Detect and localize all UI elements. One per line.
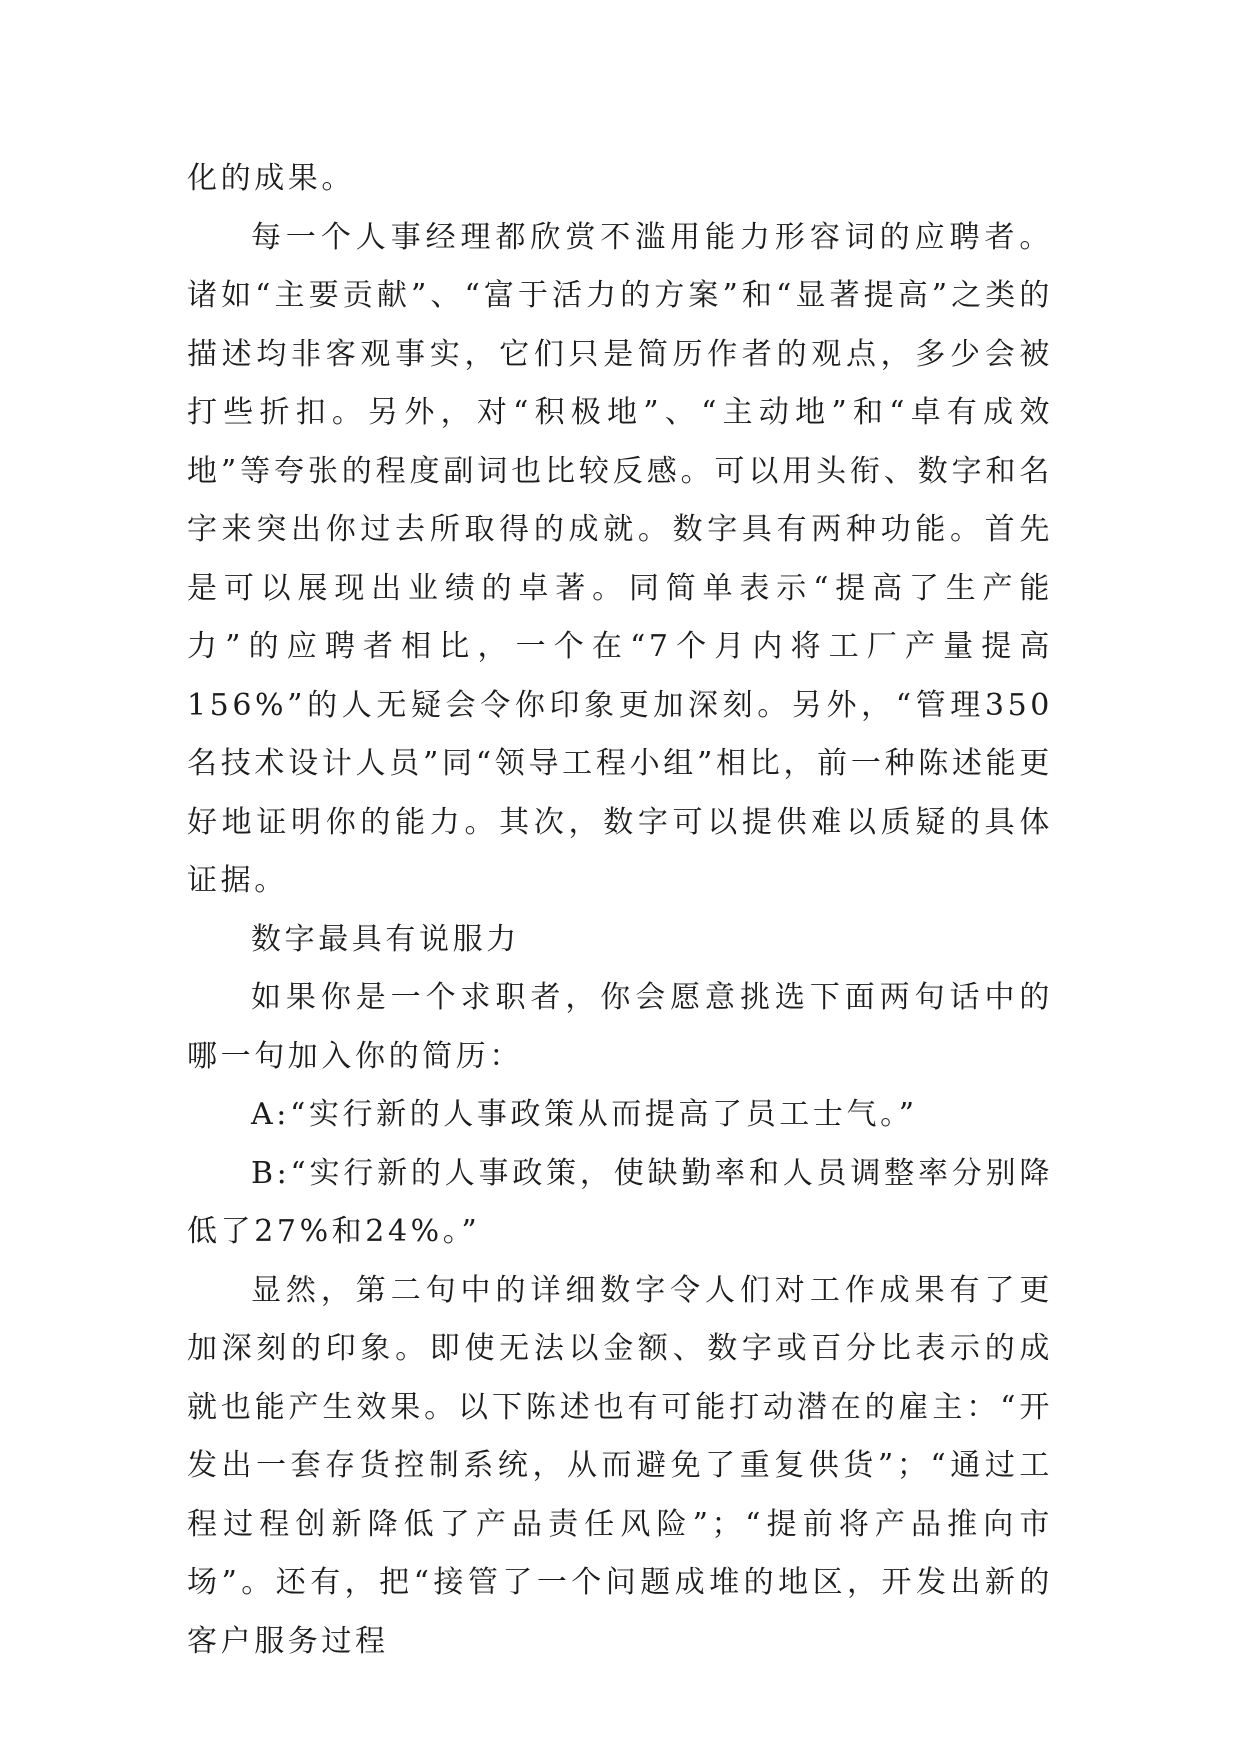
document-body bbox=[187, 150, 1053, 1671]
paragraph-resume-advice: 每一个人事经理都欣赏不滥用能力形容词的应聘者。诸如“主要贡献”、“富于活力的方案”和“显著提高”之类的描述均非客观事实，它们只是简历作者的观点，多少会被打些折扣。另外，对“积极地”、“主动地”和“卓有成效地”等夸张的程度副词也比较反感。可以用头衔、数字和名字来突出你过去所取得的成就。数字具有两种功能。首先是可以展现出业绩的卓著。同简单表示“提高了生产能力”的应聘者相比，一个在“7个月内将工厂产量提高156%”的人无疑会令你印象更加深刻。另外，“管理350名技术设计人员”同“领导工程小组”相比，前一种陈述能更好地证明你的能力。其次，数字可以提供难以质疑的具体证据。 bbox=[187, 219, 1053, 898]
option-a: A:“实行新的人事政策从而提高了员工士气。” bbox=[251, 1097, 918, 1132]
paragraph-explanation: 显然，第二句中的详细数字令人们对工作成果有了更加深刻的印象。即使无法以金额、数字或百分比表示的成就也能产生效果。以下陈述也有可能打动潜在的雇主：“开发出一套存货控制系统，从而避免了重复供货”；“通过工程过程创新降低了产品责任风险”；“提前将产品推向市场”。还有，把“接管了一个问题成堆的地区，开发出新的客户服务过程 bbox=[187, 1272, 1053, 1659]
option-b: B:“实行新的人事政策，使缺勤率和人员调整率分别降低了27%和24%。” bbox=[187, 1155, 1053, 1249]
section-heading: 数字最具有说服力 bbox=[251, 921, 520, 957]
paragraph-continuation: 化的成果。 bbox=[187, 161, 355, 196]
paragraph-question: 如果你是一个求职者，你会愿意挑选下面两句话中的哪一句加入你的简历： bbox=[187, 980, 1053, 1074]
